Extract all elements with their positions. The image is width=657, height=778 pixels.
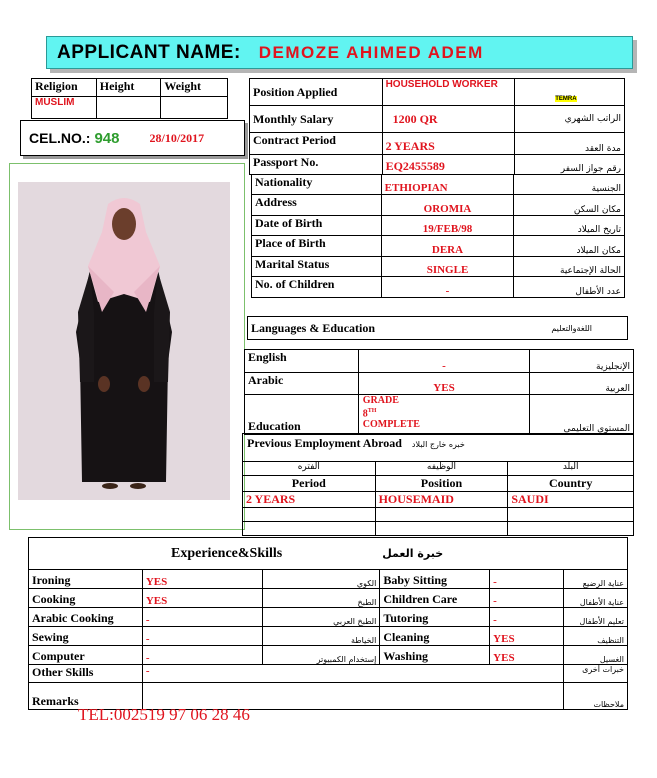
nationality-value: ETHIOPIAN <box>381 175 514 195</box>
employment-title-ar: خبره خارج البلاد <box>411 440 465 449</box>
children-ar: عدد الأطفال <box>514 277 625 298</box>
place-of-birth-value: DERA <box>381 236 514 257</box>
skill-left-ar: الطبخ العربي <box>262 608 380 627</box>
height-value <box>96 97 161 119</box>
date-of-birth-label: Date of Birth <box>252 216 382 236</box>
languages-header <box>247 316 628 340</box>
position-ar: الوظيفه <box>375 462 508 476</box>
skill-row <box>29 646 628 665</box>
contract-period-ar: مدة العقد <box>515 133 625 155</box>
education-value-suffix: TH <box>367 408 377 414</box>
position-applied-label: Position Applied <box>250 79 383 106</box>
skills-title-ar: خبرة العمل <box>382 547 444 560</box>
nationality-ar: الجنسية <box>514 175 625 195</box>
education-value-number: 8 <box>362 408 368 420</box>
skill-right-label: Cleaning <box>380 627 490 646</box>
country-label: Country <box>508 476 634 492</box>
skill-right-value: - <box>490 589 564 608</box>
skill-right-label: Baby Sitting <box>380 570 490 589</box>
skill-row <box>29 589 628 608</box>
languages-title-ar: اللغةوالتعليم <box>551 323 592 333</box>
skill-right-ar: عناية الرضيع <box>564 570 628 589</box>
applicant-photo <box>18 182 230 500</box>
nationality-label: Nationality <box>252 175 382 195</box>
skill-row <box>29 570 628 589</box>
monthly-salary-value: 1200 QR <box>382 106 515 133</box>
country-ar: البلد <box>508 462 634 476</box>
employment-header <box>242 433 634 461</box>
skill-right-label: Tutoring <box>380 608 490 627</box>
monthly-salary-label: Monthly Salary <box>250 106 383 133</box>
height-label: Height <box>96 79 161 97</box>
period-ar: الفتره <box>243 462 376 476</box>
position-label: Position <box>375 476 508 492</box>
skills-table <box>28 569 628 710</box>
cel-date: 28/10/2017 <box>149 130 205 145</box>
applicant-name-value: DEMOZE AHIMED ADEM <box>258 42 484 62</box>
skills-header <box>28 537 628 569</box>
date-of-birth-value: 19/FEB/98 <box>381 216 514 236</box>
skill-row <box>29 608 628 627</box>
skill-left-ar: الكوي <box>262 570 380 589</box>
other-skills-value: - <box>142 665 563 683</box>
weight-label: Weight <box>161 79 228 97</box>
skill-right-value: YES <box>490 627 564 646</box>
address-value: OROMIA <box>381 195 514 216</box>
skill-left-value: - <box>142 646 262 665</box>
children-value: - <box>381 277 514 298</box>
other-skills-ar: خبرات أخرى <box>564 665 628 683</box>
other-skills-label: Other Skills <box>29 665 143 683</box>
english-value: - <box>358 350 530 373</box>
monthly-salary-ar: الراتب الشهري <box>515 106 625 133</box>
applicant-name-banner <box>46 36 633 69</box>
skill-left-ar: الطبخ <box>262 589 380 608</box>
skill-right-label: Washing <box>380 646 490 665</box>
position-applied-value: HOUSEHOLD WORKER <box>382 79 515 106</box>
position-applied-tag: TEMRA <box>555 96 577 102</box>
skill-right-value: YES <box>490 646 564 665</box>
languages-table <box>244 349 634 435</box>
skill-right-value: - <box>490 608 564 627</box>
religion-value: MUSLIM <box>32 97 97 119</box>
skill-right-ar: تعليم الأطفال <box>564 608 628 627</box>
english-label: English <box>245 350 359 373</box>
children-label: No. of Children <box>252 277 382 298</box>
cel-number: 948 <box>94 129 120 147</box>
religion-label: Religion <box>32 79 97 97</box>
country-value: SAUDI <box>508 492 634 508</box>
applicant-name-label: APPLICANT NAME: <box>57 41 241 63</box>
education-label: Education <box>245 395 359 435</box>
position-table <box>249 78 625 175</box>
contract-period-label: Contract Period <box>250 133 383 155</box>
skill-right-ar: التنظيف <box>564 627 628 646</box>
skill-right-ar: الغسيل <box>564 646 628 665</box>
place-of-birth-ar: مكان الميلاد <box>514 236 625 257</box>
weight-value <box>161 97 228 119</box>
personal-info-table <box>31 78 228 119</box>
arabic-value: YES <box>358 373 530 395</box>
skill-left-value: YES <box>142 570 262 589</box>
skill-left-ar: الخياطة <box>262 627 380 646</box>
period-value: 2 YEARS <box>243 492 376 508</box>
skill-row <box>29 627 628 646</box>
position-value: HOUSEMAID <box>375 492 508 508</box>
marital-status-ar: الحالة الإجتماعية <box>514 257 625 277</box>
period-label: Period <box>243 476 376 492</box>
arabic-label: Arabic <box>245 373 359 395</box>
place-of-birth-label: Place of Birth <box>252 236 382 257</box>
languages-title: Languages & Education <box>251 320 376 335</box>
photo-frame <box>9 163 245 530</box>
address-label: Address <box>252 195 382 216</box>
date-of-birth-ar: تاريخ الميلاد <box>514 216 625 236</box>
passport-value: EQ2455589 <box>382 155 515 175</box>
applicant-photo-illustration <box>18 182 230 500</box>
skill-left-value: - <box>142 608 262 627</box>
skill-left-label: Cooking <box>29 589 143 608</box>
skill-left-ar: إستخدام الكمبيوتر <box>262 646 380 665</box>
education-value-grade: GRADE <box>362 395 399 406</box>
skill-left-value: - <box>142 627 262 646</box>
skill-left-label: Ironing <box>29 570 143 589</box>
passport-ar: رقم جواز السفر <box>515 155 625 175</box>
cel-number-box <box>20 120 245 156</box>
skill-right-label: Children Care <box>380 589 490 608</box>
skill-right-ar: عناية الأطفال <box>564 589 628 608</box>
passport-label: Passport No. <box>250 155 383 175</box>
cel-label: CEL.NO.: <box>29 130 91 146</box>
remarks-ar: ملاحظات <box>564 683 628 710</box>
skill-left-value: YES <box>142 589 262 608</box>
skill-left-label: Computer <box>29 646 143 665</box>
education-ar: المستوى التعليمى <box>530 395 634 435</box>
skill-left-label: Arabic Cooking <box>29 608 143 627</box>
employment-table <box>242 461 634 536</box>
footer-tel: TEL:002519 97 06 28 46 <box>78 705 250 724</box>
skill-right-value: - <box>490 570 564 589</box>
education-value-complete: COMPLETE <box>362 419 420 431</box>
remarks-label: Remarks <box>29 683 143 710</box>
skill-left-label: Sewing <box>29 627 143 646</box>
marital-status-value: SINGLE <box>381 257 514 277</box>
employment-title: Previous Employment Abroad <box>247 436 402 450</box>
arabic-ar: العربية <box>530 373 634 395</box>
marital-status-label: Marital Status <box>252 257 382 277</box>
contract-period-value: 2 YEARS <box>382 133 515 155</box>
address-ar: مكان السكن <box>514 195 625 216</box>
details-table <box>251 174 625 298</box>
skills-title: Experience&Skills <box>171 545 283 561</box>
english-ar: الإنجليزية <box>530 350 634 373</box>
